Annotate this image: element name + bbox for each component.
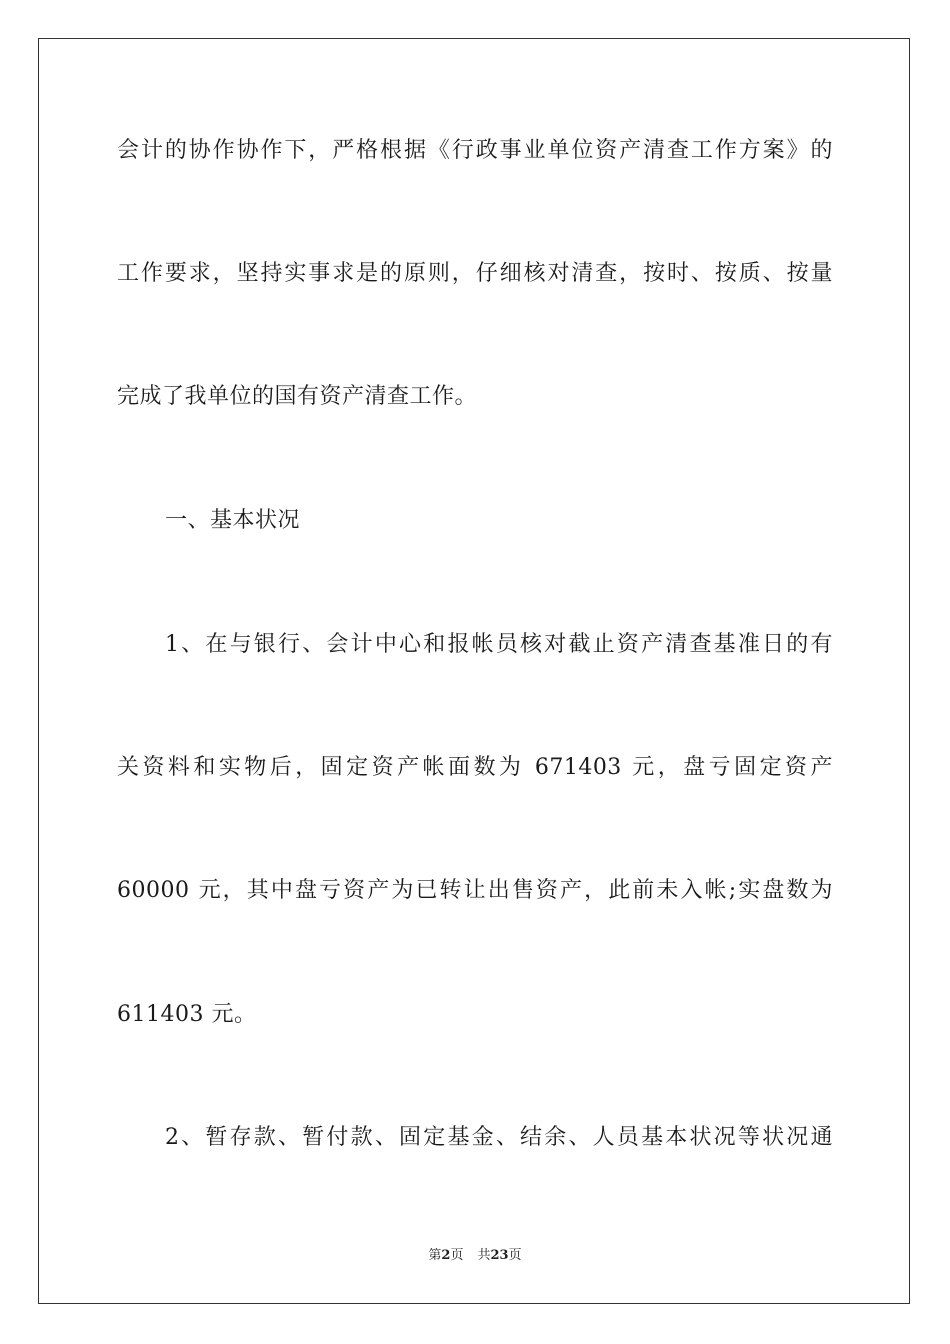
total-suffix: 页 bbox=[508, 1248, 522, 1263]
paragraph-line-7: 60000 元，其中盘亏资产为已转让出售资产，此前未入帐;实盘数为 bbox=[117, 878, 833, 903]
paragraph-line-2: 工作要求，坚持实事求是的原则，仔细核对清查，按时、按质、按量 bbox=[117, 261, 833, 286]
page-suffix: 页 bbox=[450, 1248, 464, 1263]
section-heading: 一、基本状况 bbox=[165, 508, 301, 533]
page-number: 2 bbox=[441, 1248, 451, 1263]
paragraph-line-6: 关资料和实物后，固定资产帐面数为 671403 元，盘亏固定资产 bbox=[117, 755, 833, 780]
page-prefix: 第 bbox=[428, 1248, 442, 1263]
paragraph-line-8: 611403 元。 bbox=[117, 1002, 257, 1027]
page-border bbox=[38, 38, 910, 1304]
paragraph-line-1: 会计的协作协作下，严格根据《行政事业单位资产清查工作方案》的 bbox=[117, 138, 833, 163]
total-prefix: 共 bbox=[477, 1248, 491, 1263]
page-footer bbox=[0, 1247, 950, 1265]
paragraph-line-9: 2、暂存款、暂付款、固定基金、结余、人员基本状况等状况通 bbox=[165, 1125, 833, 1150]
paragraph-line-5: 1、在与银行、会计中心和报帐员核对截止资产清查基准日的有 bbox=[165, 632, 833, 657]
paragraph-line-3: 完成了我单位的国有资产清查工作。 bbox=[117, 384, 478, 409]
total-pages: 23 bbox=[490, 1248, 509, 1263]
